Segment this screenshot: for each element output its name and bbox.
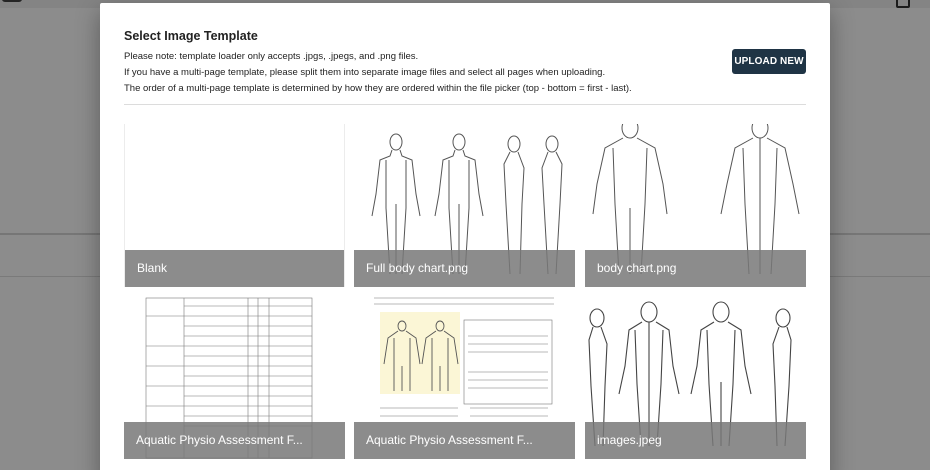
template-caption: images.jpeg	[585, 422, 806, 459]
template-tile-body-chart[interactable]	[585, 124, 806, 287]
template-caption: Aquatic Physio Assessment F...	[354, 422, 575, 459]
template-caption: body chart.png	[585, 250, 806, 287]
template-caption: Aquatic Physio Assessment F...	[124, 422, 345, 459]
template-caption: Blank	[125, 250, 345, 287]
template-tile-images-jpeg[interactable]	[585, 296, 806, 459]
template-caption: Full body chart.png	[354, 250, 575, 287]
template-tile-blank[interactable]	[124, 124, 345, 287]
select-template-modal	[100, 3, 830, 470]
header-divider	[124, 104, 806, 105]
modal-title: Select Image Template	[124, 29, 258, 43]
upload-notes	[124, 49, 714, 97]
note-line: The order of a multi-page template is determined by how they are ordered within the file picker (top - bottom = first - last).	[124, 83, 632, 94]
template-tile-aquatic-physio-assessment[interactable]	[124, 296, 345, 459]
upload-new-button[interactable]: UPLOAD NEW	[732, 49, 806, 74]
note-line: If you have a multi-page template, please split them into separate image files and select all pages when uploading.	[124, 67, 606, 78]
template-tile-aquatic-physio-assessment[interactable]	[354, 296, 575, 459]
note-line: Please note: template loader only accepts .jpgs, .jpegs, and .png files.	[124, 51, 419, 62]
template-tile-full-body-chart[interactable]	[354, 124, 575, 287]
